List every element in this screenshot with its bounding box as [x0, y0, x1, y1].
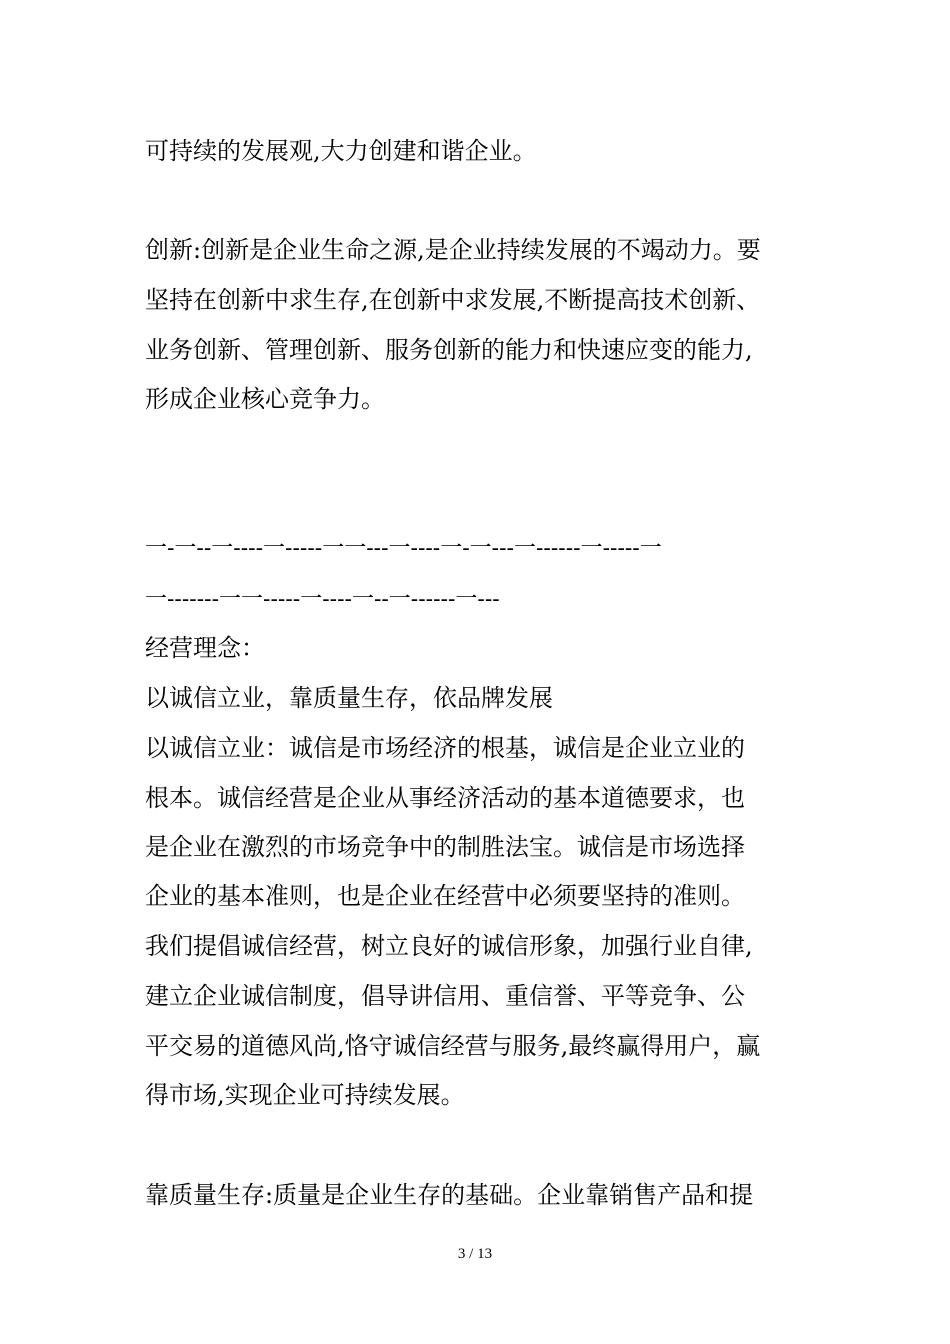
paragraph-line: 我们提倡诚信经营，树立良好的诚信形象，加强行业自律,	[145, 932, 753, 960]
separator-line: 一-------一一-----一----一--一------一---	[145, 587, 500, 612]
paragraph-line: 形成企业核心竞争力。	[145, 385, 385, 413]
paragraph-line: 得市场,实现企业可持续发展。	[145, 1081, 465, 1109]
separator-line: 一-一--一----一-----一一---一----一-一---一------一-----一	[145, 536, 662, 561]
paragraph-line: 可持续的发展观,大力创建和谐企业。	[145, 137, 537, 165]
paragraph-line: 平交易的道德风尚,恪守诚信经营与服务,最终赢得用户，赢	[145, 1032, 761, 1060]
paragraph-line: 企业的基本准则，也是企业在经营中必须要坚持的准则。	[145, 882, 745, 910]
paragraph-line: 创新:创新是企业生命之源,是企业持续发展的不竭动力。要	[145, 236, 761, 264]
page-number: 3 / 13	[457, 1246, 493, 1262]
paragraph-line: 靠质量生存:质量是企业生存的基础。企业靠销售产品和提	[145, 1181, 754, 1209]
paragraph-line: 业务创新、管理创新、服务创新的能力和快速应变的能力,	[145, 336, 753, 364]
paragraph-line: 是企业在激烈的市场竞争中的制胜法宝。诚信是市场选择	[145, 833, 745, 861]
motto-line: 以诚信立业，靠质量生存，依品牌发展	[145, 684, 553, 712]
paragraph-line: 坚持在创新中求生存,在创新中求发展,不断提高技术创新、	[145, 286, 761, 314]
paragraph-line: 以诚信立业：诚信是市场经济的根基，诚信是企业立业的	[145, 734, 745, 762]
paragraph-line: 建立企业诚信制度，倡导讲信用、重信誉、平等竞争、公	[145, 982, 745, 1010]
section-heading: 经营理念：	[145, 634, 265, 662]
paragraph-line: 根本。诚信经营是企业从事经济活动的基本道德要求，也	[145, 784, 745, 812]
